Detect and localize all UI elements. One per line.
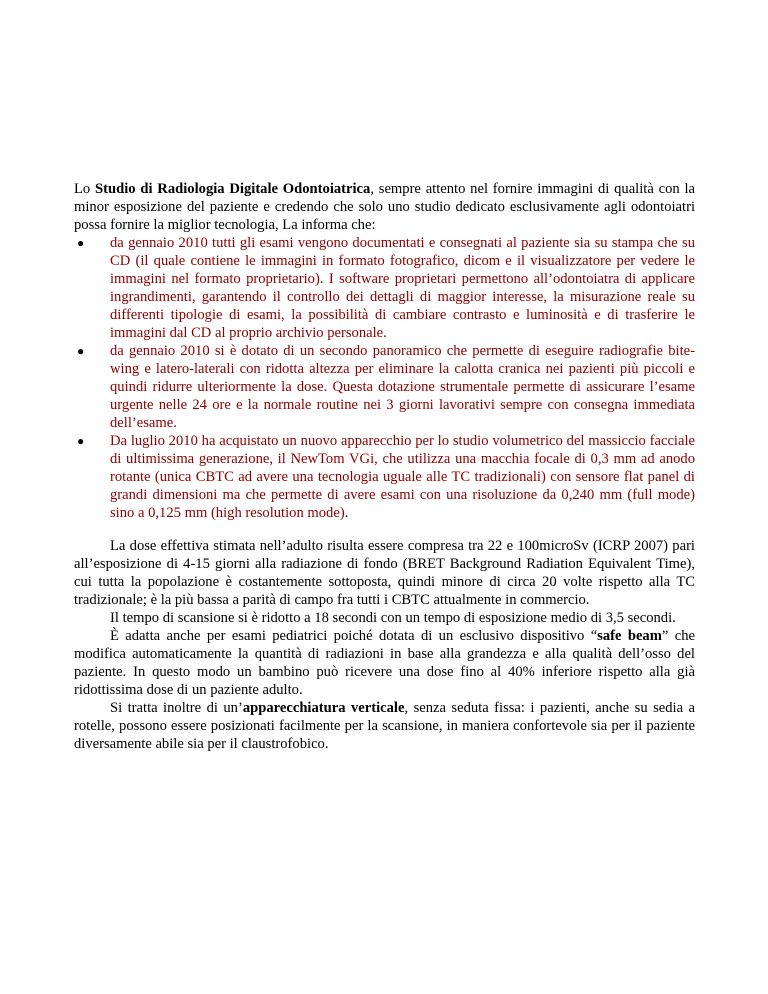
- scan-time-paragraph: Il tempo di scansione si è ridotto a 18 secondi con un tempo di esposizione medio di 3,5 secondi.: [110, 610, 676, 626]
- list-item-text: da gennaio 2010 si è dotato di un secondo panoramico che permette di eseguire radiografie bite-wing e latero-laterali con ridotta altezza per eliminare la calotta cranica nei pazienti più piccoli e quindi ridurre ulteriormente la dose. Questa dotazione strumentale permette di assicurare l’esame urgente nelle 24 ore e la normale routine nei 3 giorni lavorativi sempre con consegna immediata dell’esame.: [110, 343, 695, 431]
- announcement-list: [74, 234, 695, 522]
- vertical-prefix: Si tratta inoltre di un’: [110, 700, 243, 716]
- pediatric-paragraph: [74, 627, 695, 699]
- bullet-icon: ●: [77, 434, 85, 448]
- safe-beam-term: safe beam: [597, 628, 662, 644]
- bullet-icon: ●: [77, 344, 85, 358]
- intro-prefix: Lo: [74, 181, 95, 197]
- pediatric-suffix: ” che modifica automaticamente la quantità di radiazioni in base alla grandezza e alla qualità dell’osso del paziente. In questo modo un bambino può ricevere una dose fino al 40% inferiore rispetto alla già ridottissima dose di un paziente adulto.: [74, 628, 695, 698]
- pediatric-prefix: È adatta anche per esami pediatrici poiché dotata di un esclusivo dispositivo “: [110, 628, 598, 644]
- bullet-icon: ●: [77, 236, 85, 250]
- vertical-suffix: , senza seduta fissa: i pazienti, anche su sedia a rotelle, possono essere posizionati facilmente per la scansione, in maniera confortevole sia per il paziente diversamente abile sia per il claustrofobico.: [74, 700, 695, 752]
- list-item-text: Da luglio 2010 ha acquistato un nuovo apparecchio per lo studio volumetrico del massiccio facciale di ultimissima generazione, il NewTom VGi, che utilizza una macchia focale di 0,3 mm ad anodo rotante (unica CBTC ad avere una tecnologia uguale alle TC tradizionali) con sensore flat panel di grandi dimensioni ma che permette di avere esami con una risoluzione da 0,240 mm (full mode) sino a 0,125 mm (high resolution mode): [110, 433, 695, 521]
- list-item-text: da gennaio 2010 tutti gli esami vengono documentati e consegnati al paziente sia su stampa che su CD (il quale contiene le immagini in formato fotografico, dicom e il visualizzatore per vedere le immagini nel formato proprietario). I software proprietari permettono all’odontoiatra di applicare ingrandimenti, garantendo il controllo dei dettagli di maggior interesse, la misurazione reale su differenti tipologie di esami, la possibilità di cambiare contrasto e luminosità e di trasferire le immagini dal CD al proprio archivio personale.: [110, 235, 695, 341]
- list-item-tail: .: [344, 505, 349, 521]
- list-item: [74, 342, 695, 432]
- intro-paragraph: [74, 180, 695, 234]
- intro-suffix: , sempre attento nel fornire immagini di qualità con la minor esposizione del paziente e credendo che solo uno studio dedicato esclusivamente agli odontoiatri possa fornire la miglior tecnologia, La informa che:: [74, 181, 695, 233]
- studio-name: Studio di Radiologia Digitale Odontoiatrica: [95, 181, 371, 197]
- list-item: [74, 432, 695, 522]
- list-item: [74, 234, 695, 342]
- vertical-paragraph: [74, 699, 695, 753]
- document-page: [74, 180, 695, 753]
- vertical-equipment-term: apparecchiatura verticale: [242, 700, 405, 716]
- dose-paragraph: La dose effettiva stimata nell’adulto risulta essere compresa tra 22 e 100microSv (ICRP 2007) pari all’esposizione di 4-15 giorni alla radiazione di fondo (BRET Background Radiation Equivalent Time), cui tutta la popolazione è costantemente sottoposta, quindi minore di circa 20 volte rispetto alla TC tradizionale; è la più bassa a parità di campo fra tutti i CBTC attualmente in commercio.: [74, 538, 695, 608]
